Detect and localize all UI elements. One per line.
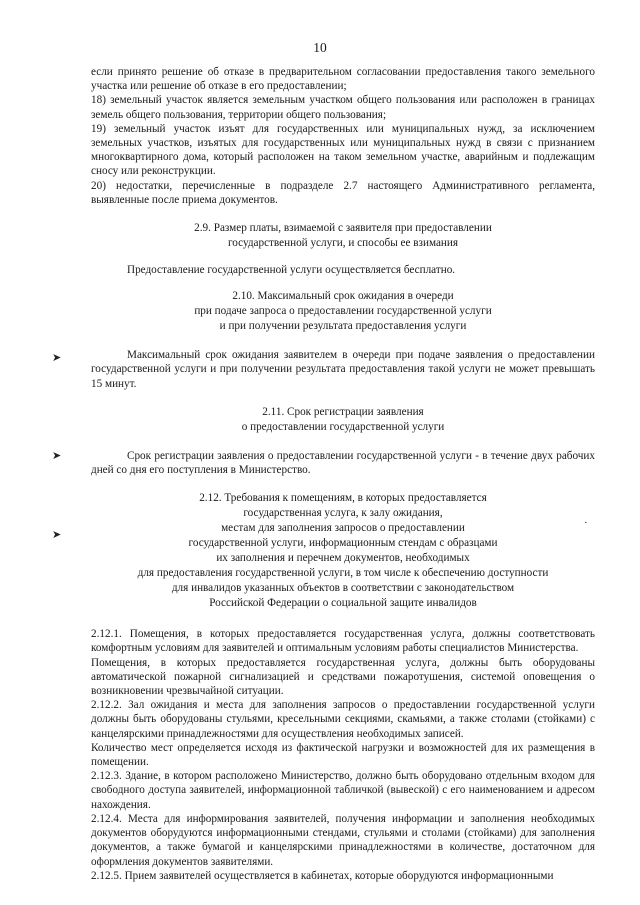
paragraph-2-12-3: 2.12.3. Здание, в котором расположено Министерство, должно быть оборудовано отдельным входом для свободного доступа заявителей, информационной табличкой (вывеской) с его наименованием и адресом нахождения.: [91, 770, 595, 811]
heading-line: их заполнения и перечнем документов, необходимых: [216, 552, 470, 565]
paragraph-item-18: 18) земельный участок является земельным участком общего пользования или расположен в границах земель общего пользования, территории общего пользования;: [91, 94, 595, 121]
section-2-11-heading: [91, 405, 595, 435]
heading-line: 2.9. Размер платы, взимаемой с заявителя при предоставлении: [194, 222, 492, 235]
section-2-10-heading: [91, 289, 595, 334]
margin-mark-arrow-1: ➤: [52, 352, 62, 364]
heading-line: государственной услуги, информационным стендам с образцами: [188, 537, 498, 550]
heading-line: 2.11. Срок регистрации заявления: [262, 405, 424, 418]
section-2-11-text: Срок регистрации заявления о предоставлении государственной услуги - в течение двух рабочих дней со дня его поступления в Министерство.: [91, 449, 595, 477]
paragraph-2-12-2: 2.12.2. Зал ожидания и места для заполнения запросов о предоставлении государственной услуги должны быть оборудованы стульями, кресельными секциями, скамьями, а также столами (стойками) с канцелярскими принадлежностями для осуществления необходимых записей.: [91, 699, 595, 740]
document-body: [91, 65, 595, 883]
heading-line: для инвалидов указанных объектов в соответствии с законодательством: [171, 582, 515, 595]
heading-line: государственной услуги, и способы ее взимания: [227, 237, 459, 250]
paragraph-item-20: 20) недостатки, перечисленные в подразделе 2.7 настоящего Административного регламента, выявленные после приема документов.: [91, 179, 595, 206]
paragraph-item-19: 19) земельный участок изъят для государственных или муниципальных нужд, за исключением земельных участков, изъятых для государственных или муниципальных нужд в связи с признанием многоквартирного дома, который расположен на таком земельном участке, аварийным и подлежащим сносу или реконструкции.: [91, 122, 595, 178]
heading-line: о предоставлении государственной услуги: [241, 420, 445, 433]
section-2-12-heading: [91, 491, 595, 611]
heading-line: 2.12. Требования к помещениям, в которых предоставляется: [199, 492, 487, 505]
heading-line: государственная услуга, к залу ожидания,: [243, 507, 443, 520]
section-2-9-text: Предоставление государственной услуги осуществляется бесплатно.: [127, 264, 456, 277]
margin-mark-arrow-2: ➤: [52, 450, 62, 462]
section-2-9-heading: [91, 221, 595, 251]
paragraph-2-12-1: 2.12.1. Помещения, в которых предоставляется государственная услуга, должны соответствовать комфортным условиям для заявителей и оптимальным условиям работы специалистов Министерства.: [91, 628, 595, 655]
page-number: 10: [313, 40, 327, 55]
heading-line: 2.10. Максимальный срок ожидания в очереди: [232, 290, 454, 303]
paragraph-continuation: если принято решение об отказе в предварительном согласовании предоставления такого земельного участка или решение об отказе в его предоставлении;: [91, 66, 595, 93]
heading-line: при подаче запроса о предоставлении государственной услуги: [194, 305, 492, 318]
heading-line: Российской Федерации о социальной защите инвалидов: [209, 597, 477, 610]
paragraph-2-12-2-cont: Количество мест определяется исходя из фактической нагрузки и возможностей для их размещения в помещении.: [91, 741, 595, 769]
heading-line: для предоставления государственной услуги, в том числе к обеспечению доступности: [137, 567, 549, 580]
margin-mark-arrow-3: ➤: [52, 529, 62, 541]
paragraph-2-12-4: 2.12.4. Места для информирования заявителей, получения информации и заполнения необходимых документов оборудуются информационными стендами, стульями и столами (стойками) для заполнения документов, а также бумагой и канцелярскими принадлежностями в количестве, достаточном для оформления документов заявителями.: [91, 812, 595, 868]
paragraph-2-12-5: 2.12.5. Прием заявителей осуществляется в кабинетах, которые оборудуются информационными: [91, 869, 554, 882]
heading-line: и при получении результата предоставления услуги: [219, 320, 467, 333]
section-2-10-text: Максимальный срок ожидания заявителем в очереди при подаче заявления о предоставлении государственной услуги и при получении результата предоставления такой услуги не может превышать 15 минут.: [91, 349, 595, 390]
paragraph-2-12-1-cont: Помещения, в которых предоставляется государственная услуга, должны быть оборудованы автоматической пожарной сигнализацией и средствами пожаротушения, системой оповещения о возникновении чрезвычайной ситуации.: [91, 656, 595, 698]
heading-line: местам для заполнения запросов о предоставлении: [221, 522, 465, 535]
margin-mark-dot: ·: [584, 517, 588, 529]
